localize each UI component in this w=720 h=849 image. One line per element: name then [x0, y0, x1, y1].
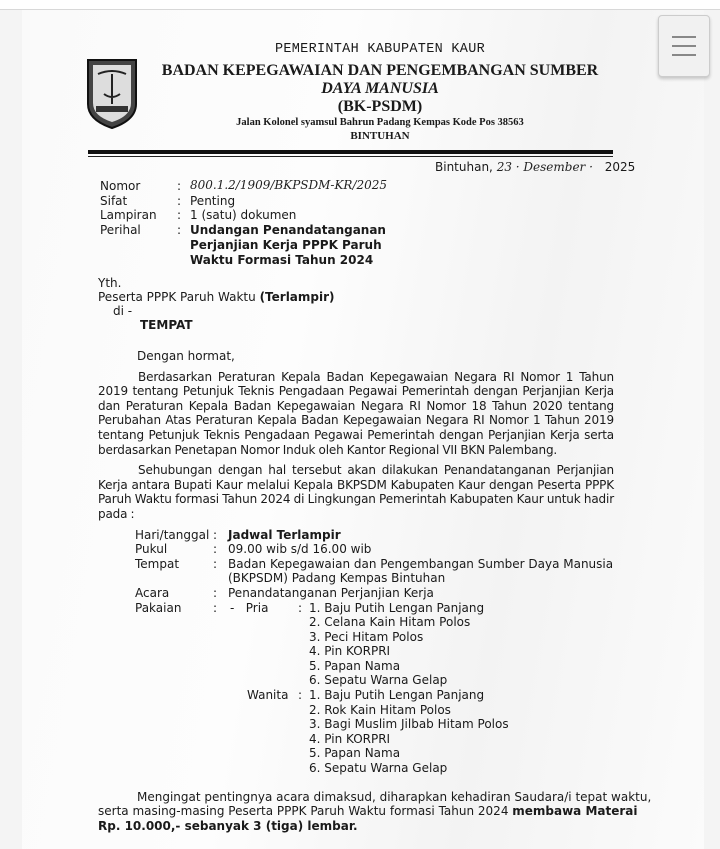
greeting: Dengan hormat,	[137, 349, 235, 363]
date-handwritten: 23 · Desember ·	[496, 160, 593, 174]
closing-materai: membawa Materai	[512, 804, 638, 819]
hari-row	[98, 528, 614, 543]
acara-value: Penandatanganan Perjanjian Kerja	[228, 585, 434, 600]
pukul-label: Pukul	[135, 542, 168, 557]
colon: :	[213, 542, 218, 557]
hari-label: Hari/tanggal	[135, 527, 210, 542]
colon: :	[177, 208, 182, 222]
date-year: 2025	[604, 160, 636, 174]
colon: :	[177, 179, 182, 193]
nomor-label: Nomor	[100, 179, 141, 193]
tempat-value-line2: (BKPSDM) Padang Kempas Bintuhan	[228, 571, 446, 586]
pria-clothing-item: 3. Peci Hitam Polos	[309, 629, 424, 644]
recipient-name-text: Peserta PPPK Paruh Waktu	[98, 290, 260, 304]
paragraph-legal-basis-text: Berdasarkan Peraturan Kepala Badan Kepegawaian Negara RI Nomor 1 Tahun 2019 tentang Petunjuk Teknis Pengadaan Pegawai Pemerintah dengan Perjanjian Kerja dan Peraturan Kepala Badan Kepegawaian Negara RI Nomor 18 Tahun 2020 tentang Perubahan Atas Peraturan Kepala Badan Kepegawaian Negara RI Nomor 1 Tahun 2019 tentang Petunjuk Teknis Pengadaan Pegawai Pemerintah dengan Perjanjian Kerja serta berdasarkan Penetapan Nomor Induk oleh Kantor Regional VII BKN Palembang.	[98, 369, 614, 457]
wanita-clothing-list	[98, 688, 614, 776]
pukul-value: 09.00 wib s/d 16.00 wib	[228, 542, 372, 557]
wanita-clothing-item: 1. Baju Putih Lengan Panjang	[309, 688, 485, 703]
schedule	[98, 528, 614, 776]
wanita-clothing-item: 5. Papan Nama	[309, 746, 401, 761]
closing-line2-text: serta masing-masing Peserta PPPK Paruh Waktu formasi Tahun 2024	[98, 804, 513, 819]
closing-line1: Mengingat pentingnya acara dimaksud, diharapkan kehadiran Saudara/i tepat waktu,	[137, 789, 652, 804]
pukul-row	[98, 542, 614, 557]
wanita-clothing-item: 4. Pin KORPRI	[309, 731, 391, 746]
wanita-clothing-item: 6. Sepatu Warna Gelap	[309, 761, 448, 776]
paragraph-invitation	[98, 463, 614, 521]
colon: :	[177, 194, 182, 208]
colon: :	[213, 600, 218, 615]
letterhead-address: Jalan Kolonel syamsul Bahrun Padang Kempas Kode Pos 38563	[236, 117, 524, 128]
recipient-place: TEMPAT	[140, 318, 193, 332]
colon: :	[298, 600, 303, 615]
perihal-label: Perihal	[100, 223, 141, 237]
pria-label: - Pria	[230, 600, 269, 615]
acara-row	[98, 586, 614, 601]
recipient-attachment-note: (Terlampir)	[259, 290, 335, 304]
letterhead-agency-line2: DAYA MANUSIA	[321, 80, 439, 97]
recipient-salutation: Yth.	[98, 276, 122, 290]
tempat-label: Tempat	[135, 556, 180, 571]
tempat-row	[98, 557, 614, 586]
lampiran-value: 1 (satu) dokumen	[190, 208, 297, 222]
viewer-top-bar	[0, 0, 720, 10]
wanita-label: Wanita	[247, 688, 289, 703]
nomor-value: 800.1.2/1909/BKPSDM-KR/2025	[190, 178, 388, 192]
letterhead-government: PEMERINTAH KABUPATEN KAUR	[274, 42, 486, 57]
sifat-label: Sifat	[100, 194, 128, 208]
perihal-value-line2: Perjanjian Kerja PPPK Paruh	[190, 238, 382, 252]
wanita-clothing-item: 3. Bagi Muslim Jilbab Hitam Polos	[309, 717, 509, 732]
pria-clothing-item: 6. Sepatu Warna Gelap	[309, 673, 448, 688]
letterhead-abbreviation: (BK-PSDM)	[337, 98, 423, 115]
recipient-di: di -	[113, 304, 133, 318]
letterhead-agency: BADAN KEPEGAWAIAN DAN PENGEMBANGAN SUMBER	[161, 62, 599, 79]
pria-clothing-item: 5. Papan Nama	[309, 658, 401, 673]
pria-clothing-item: 1. Baju Putih Lengan Panjang	[309, 600, 485, 615]
lampiran-label: Lampiran	[100, 208, 157, 222]
date-place: Bintuhan,	[435, 160, 493, 174]
letter-date	[435, 160, 635, 175]
recipient-name	[98, 290, 335, 305]
colon: :	[177, 223, 182, 237]
letterhead-divider	[88, 150, 613, 154]
pakaian-label: Pakaian	[135, 600, 182, 615]
pria-clothing-item: 2. Celana Kain Hitam Polos	[309, 615, 471, 630]
acara-label: Acara	[135, 585, 170, 600]
letterhead-divider-thin	[88, 156, 613, 157]
colon: :	[213, 556, 218, 571]
wanita-row	[98, 688, 614, 776]
colon: :	[213, 585, 218, 600]
colon: :	[298, 688, 303, 703]
hari-value: Jadwal Terlampir	[228, 527, 341, 542]
perihal-value: Undangan Penandatanganan	[190, 223, 386, 237]
letter-body	[98, 349, 652, 833]
hamburger-menu-icon	[672, 36, 696, 38]
tempat-value: Badan Kepegawaian dan Pengembangan Sumber Daya Manusia	[228, 556, 614, 571]
wanita-clothing-item: 2. Rok Kain Hitam Polos	[309, 702, 451, 717]
paragraph-invitation-text: Sehubungan dengan hal tersebut akan dilakukan Penandatanganan Perjanjian Kerja antara Bupati Kaur melalui Kepala BKPSDM Kabupaten Kaur dengan Peserta PPPK Paruh Waktu formasi Tahun 2024 di Lingkungan Pemerintah Kabupaten Kaur untuk hadir pada :	[98, 463, 614, 521]
letterhead-city: BINTUHAN	[350, 130, 410, 142]
colon: :	[213, 527, 218, 542]
pria-clothing-item: 4. Pin KORPRI	[309, 644, 391, 659]
paragraph-legal-basis	[98, 370, 614, 458]
perihal-value-line3: Waktu Formasi Tahun 2024	[190, 253, 374, 267]
pakaian-row	[98, 601, 614, 689]
sifat-value: Penting	[190, 194, 236, 208]
closing-line2	[98, 804, 638, 819]
closing-line3: Rp. 10.000,- sebanyak 3 (tiga) lembar.	[98, 818, 358, 833]
